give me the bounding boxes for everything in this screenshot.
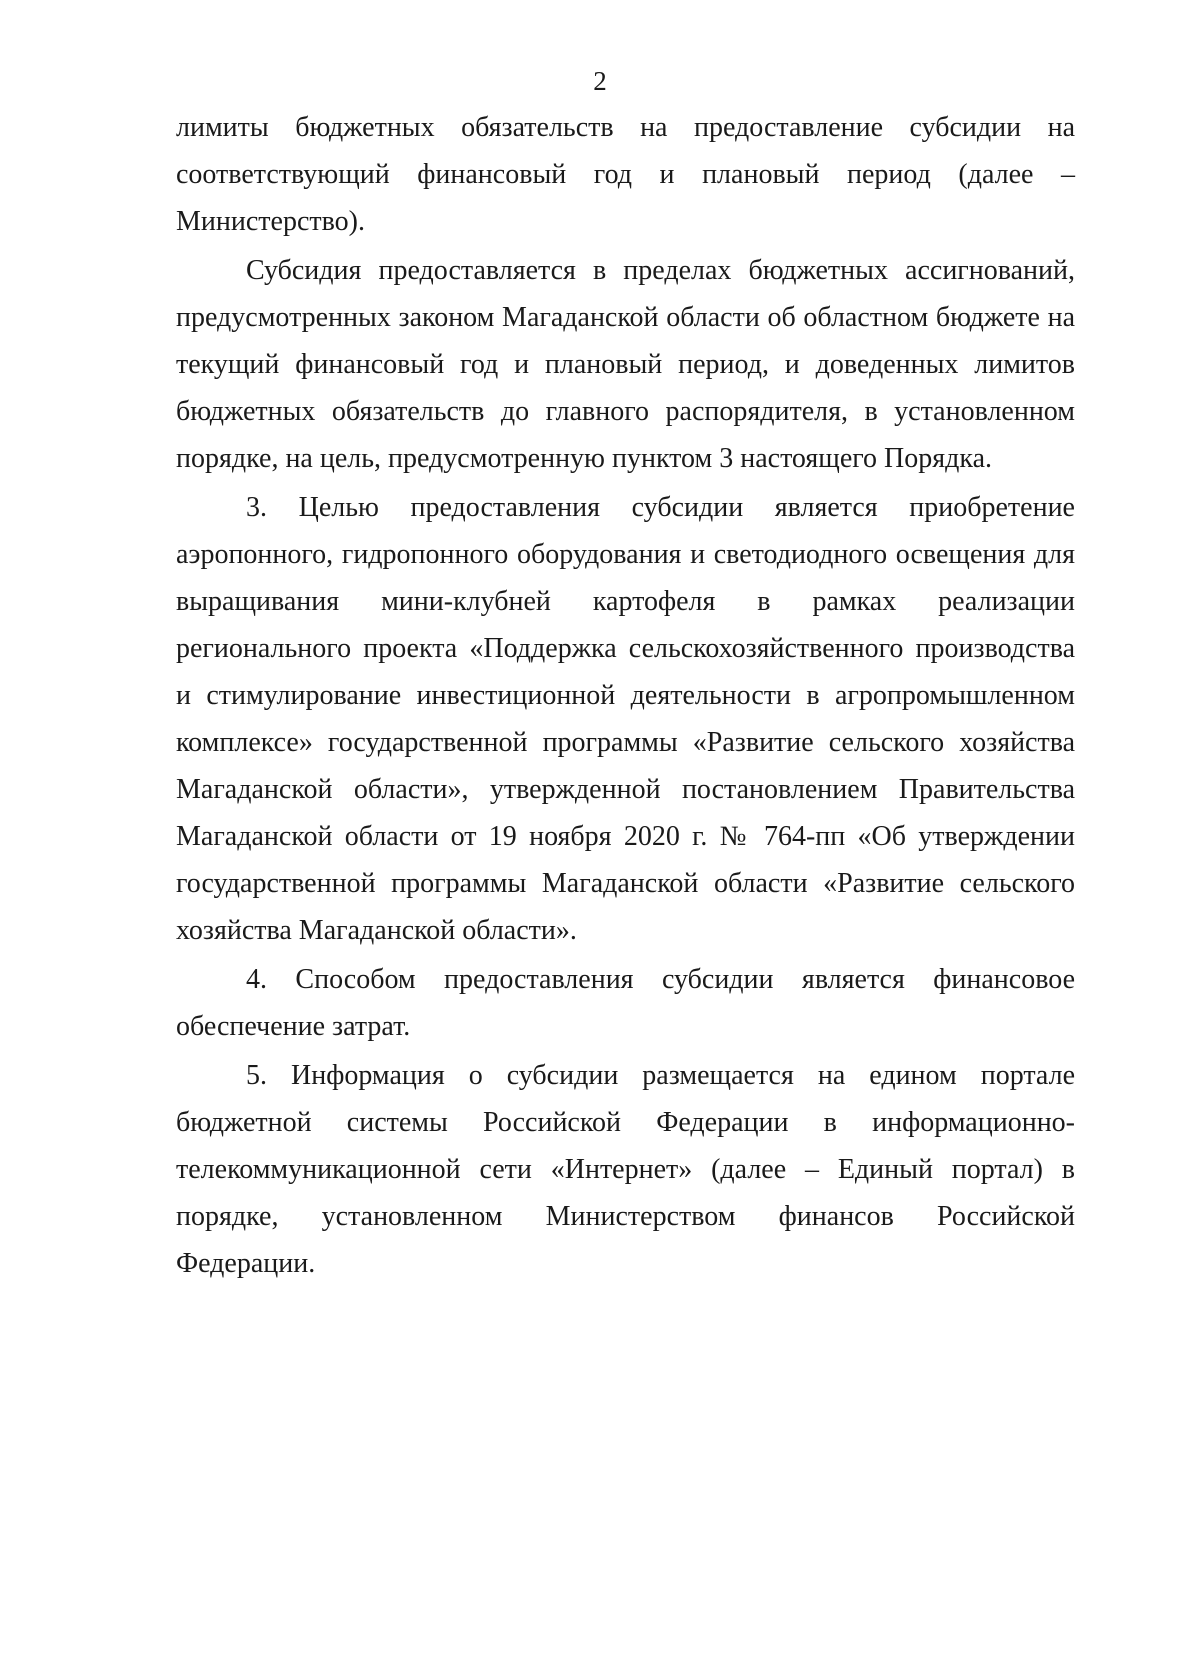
- document-body: [176, 104, 1075, 1287]
- page-number: 2: [593, 66, 607, 96]
- paragraph-continuation: лимиты бюджетных обязательств на предоставление субсидии на соответствующий финансовый год и плановый период (далее – Министерство).: [176, 112, 1075, 237]
- paragraph-subsidy-limits: Субсидия предоставляется в пределах бюджетных ассигнований, предусмотренных законом Магаданской области об областном бюджете на текущий финансовый год и плановый период, и доведенных лимитов бюджетных обязательств до главного распорядителя, в установленном порядке, на цель, предусмотренную пунктом 3 настоящего Порядка.: [176, 255, 1075, 474]
- paragraph-item-3-purpose: 3. Целью предоставления субсидии является приобретение аэропонного, гидропонного оборудования и светодиодного освещения для выращивания мини-клубней картофеля в рамках реализации регионального проекта «Поддержка сельскохозяйственного производства и стимулирование инвестиционной деятельности в агропромышленном комплексе» государственной программы «Развитие сельского хозяйства Магаданской области», утвержденной постановлением Правительства Магаданской области от 19 ноября 2020 г. № 764-пп «Об утверждении государственной программы Магаданской области «Развитие сельского хозяйства Магаданской области».: [176, 492, 1075, 946]
- paragraph-item-4-method: 4. Способом предоставления субсидии является финансовое обеспечение затрат.: [176, 964, 1075, 1042]
- paragraph-item-5-information: 5. Информация о субсидии размещается на едином портале бюджетной системы Российской Федерации в информационно-телекоммуникационной сети «Интернет» (далее – Единый портал) в порядке, установленном Министерством финансов Российской Федерации.: [176, 1060, 1075, 1279]
